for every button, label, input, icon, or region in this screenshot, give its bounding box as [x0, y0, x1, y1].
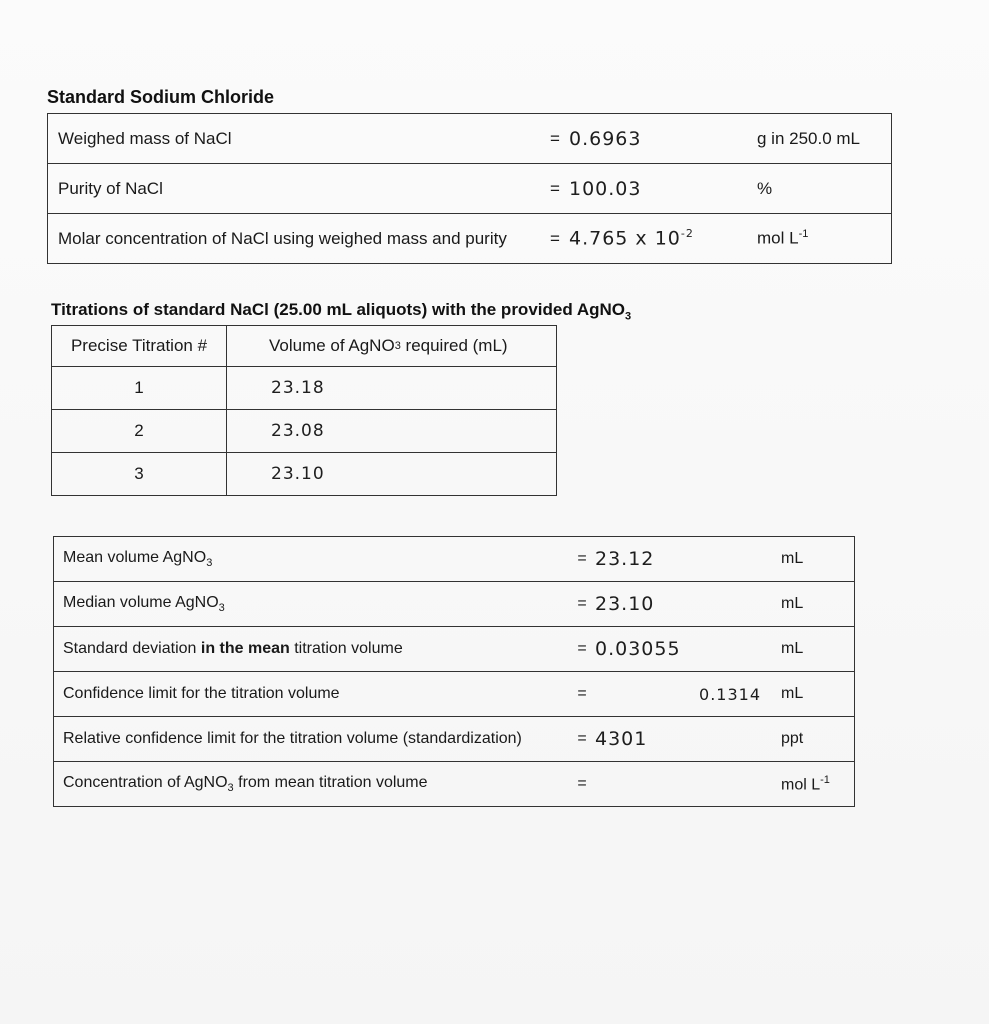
table-row — [54, 627, 854, 672]
purity-value: 100.03 — [569, 177, 642, 200]
label-suffix: from mean titration volume — [233, 773, 428, 791]
row-label — [54, 549, 569, 569]
unit-text: mol L — [781, 776, 821, 794]
titration-number: 2 — [52, 410, 227, 452]
label-text: Concentration of AgNO — [63, 773, 228, 791]
table-row — [54, 582, 854, 627]
equals-sign: = — [577, 730, 587, 747]
titration-number: 3 — [52, 453, 227, 495]
row-label — [54, 594, 569, 614]
weighed-mass-value: 0.6963 — [569, 127, 642, 150]
label-text: Median volume AgNO — [63, 593, 219, 611]
row-unit: ppt — [781, 730, 804, 747]
titration-volume: 23.08 — [271, 421, 325, 441]
nacl-table — [47, 113, 892, 264]
label-subscript: 3 — [227, 782, 234, 795]
row-unit: % — [757, 178, 773, 198]
unit-exponent: -1 — [820, 773, 830, 786]
row-unit: mL — [781, 550, 804, 567]
table-row — [52, 367, 556, 410]
header-volume-suffix: required (mL) — [400, 336, 508, 355]
equals-sign: = — [577, 550, 587, 567]
confidence-limit-cell — [595, 685, 771, 704]
header-volume-subscript: 3 — [394, 340, 401, 352]
statistics-table — [53, 536, 855, 807]
table-header-row — [52, 326, 556, 367]
table-row — [54, 672, 854, 717]
titration-volume: 23.18 — [271, 378, 325, 398]
table-row — [48, 114, 891, 164]
row-label — [54, 774, 569, 794]
table-row — [54, 762, 854, 806]
table-row — [54, 717, 854, 762]
row-label — [54, 640, 569, 658]
row-unit — [771, 774, 854, 794]
table-row — [48, 164, 891, 214]
molar-concentration-mantissa: 4.765 x 10 — [569, 227, 681, 250]
molar-concentration-value — [569, 227, 749, 249]
equals-sign: = — [577, 775, 587, 792]
row-label: Purity of NaCl — [58, 178, 163, 198]
row-unit: mL — [781, 685, 804, 702]
header-volume-text: Volume of AgNO — [269, 336, 395, 355]
label-text: Mean volume AgNO — [63, 548, 207, 566]
mean-volume-value: 23.12 — [595, 548, 655, 570]
label-suffix: titration volume — [289, 640, 403, 657]
table-row — [48, 214, 891, 263]
row-unit: g in 250.0 mL — [757, 128, 861, 148]
table-row — [52, 453, 556, 495]
row-label: Relative confidence limit for the titration volume (standardization) — [63, 730, 522, 747]
row-label: Confidence limit for the titration volume — [63, 685, 340, 702]
label-subscript: 3 — [218, 602, 225, 615]
equals-sign: = — [550, 128, 560, 148]
label-text: Standard deviation — [63, 640, 201, 657]
row-unit — [749, 228, 891, 249]
row-unit: mL — [781, 595, 804, 612]
row-label: Weighed mass of NaCl — [58, 128, 232, 148]
std-deviation-value: 0.03055 — [595, 638, 681, 660]
equals-sign: = — [577, 595, 587, 612]
row-label: Molar concentration of NaCl using weighed mass and purity — [58, 228, 507, 248]
unit-text: mol L — [757, 228, 799, 248]
titrations-title-subscript: 3 — [624, 310, 632, 323]
titration-volume: 23.10 — [271, 464, 325, 484]
label-subscript: 3 — [206, 557, 213, 570]
label-bold-text: in the mean — [200, 640, 290, 657]
confidence-limit-value: 0.1314 — [699, 684, 761, 704]
relative-confidence-limit-value: 4301 — [595, 728, 648, 750]
molar-concentration-exponent: -2 — [680, 227, 694, 241]
table-row — [54, 537, 854, 582]
section-title-standard-nacl: Standard Sodium Chloride — [47, 87, 275, 107]
equals-sign: = — [550, 178, 560, 198]
unit-exponent: -1 — [798, 228, 809, 241]
equals-sign: = — [577, 640, 587, 657]
header-volume — [227, 326, 556, 366]
median-volume-value: 23.10 — [595, 593, 655, 615]
row-unit: mL — [781, 640, 804, 657]
titration-number: 1 — [52, 367, 227, 409]
equals-sign: = — [577, 685, 587, 702]
section-title-titrations — [51, 300, 631, 322]
header-titration-number: Precise Titration # — [52, 326, 227, 366]
titrations-table — [51, 325, 557, 496]
table-row — [52, 410, 556, 453]
titrations-title-text: Titrations of standard NaCl (25.00 mL aliquots) with the provided AgNO — [51, 300, 625, 319]
equals-sign: = — [550, 228, 560, 248]
